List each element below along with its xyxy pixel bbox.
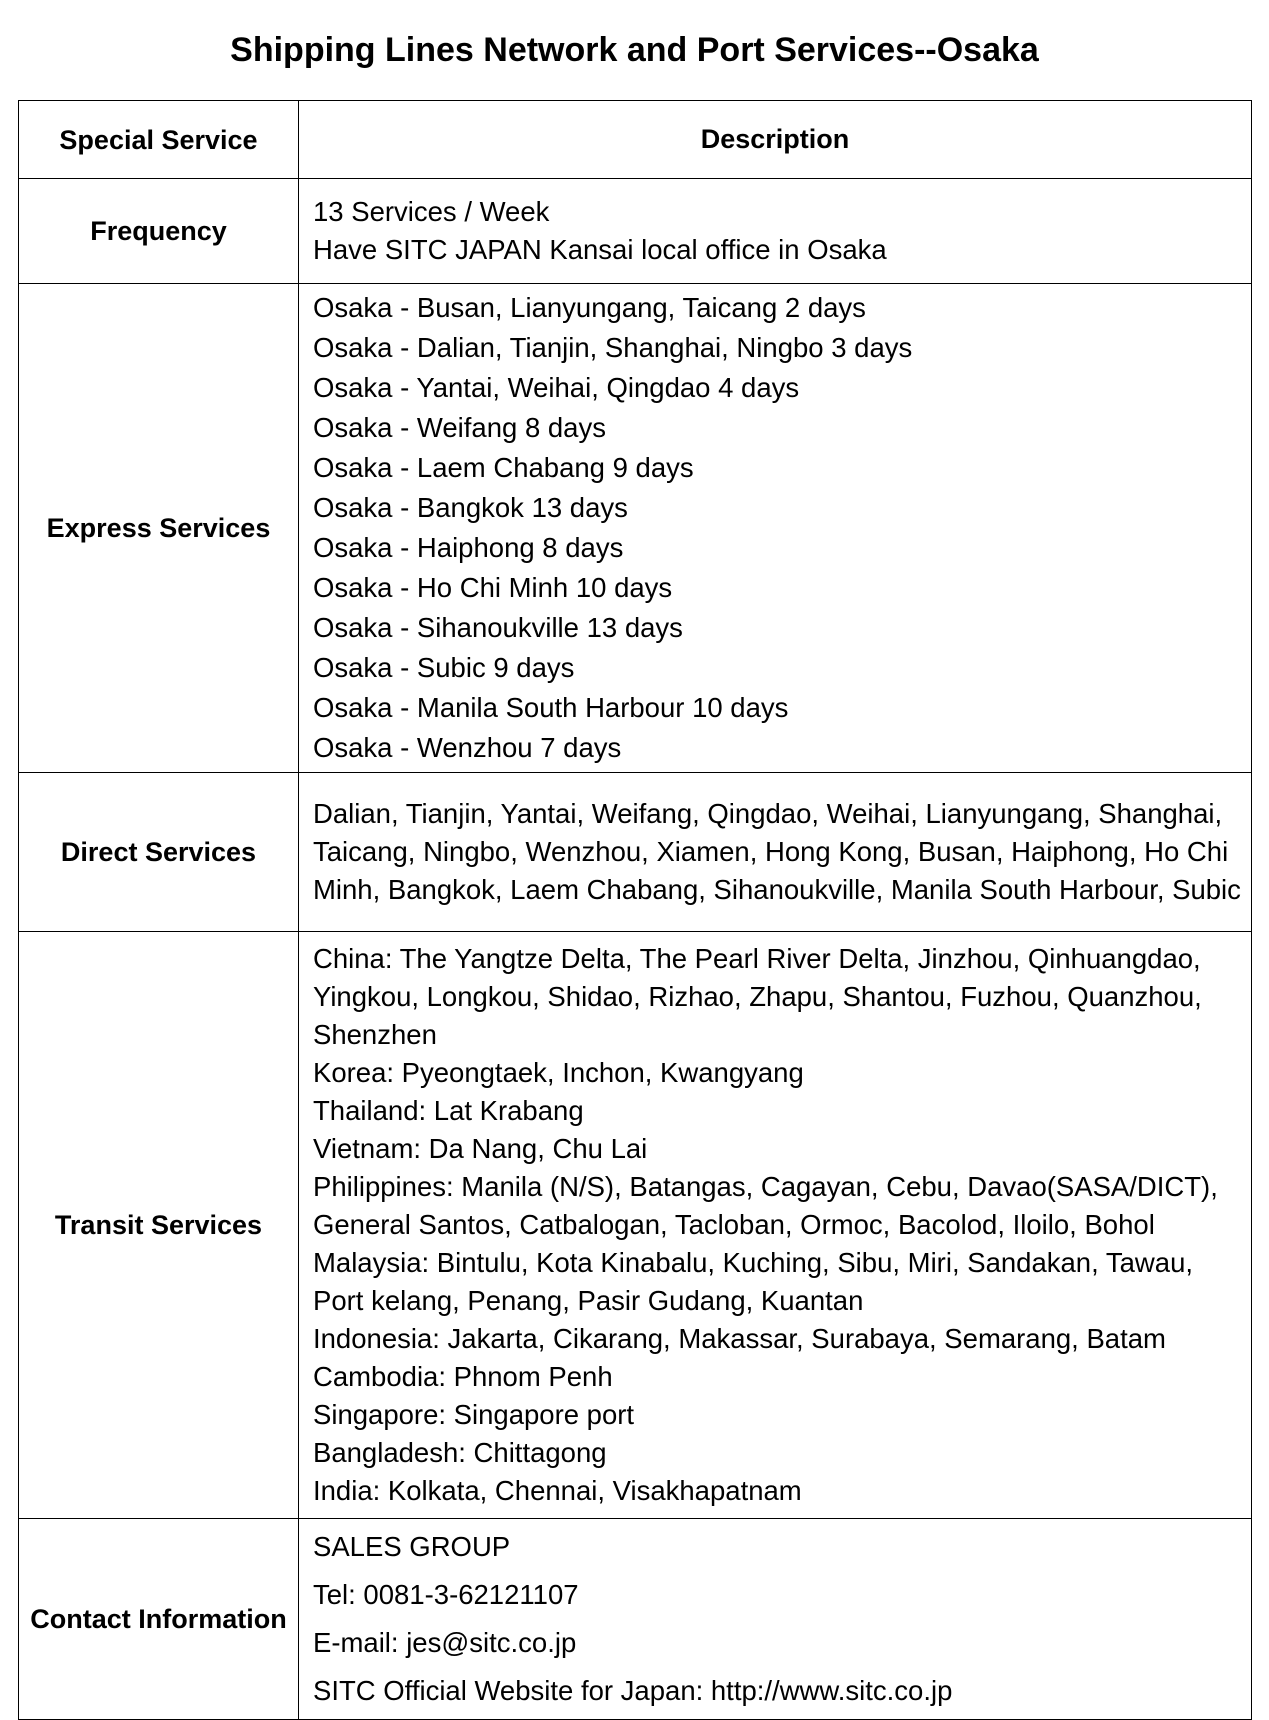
- page-title: Shipping Lines Network and Port Services--Osaka: [230, 31, 1039, 69]
- contact-email: E-mail: jes@sitc.co.jp: [313, 1627, 577, 1658]
- table-row-express: [19, 284, 1252, 773]
- transit-country: Philippines: Manila (N/S), Batangas, Cagayan, Cebu, Davao(SASA/DICT), General Santos, Catbalogan, Tacloban, Ormoc, Bacolod, Iloilo, Bohol: [313, 1171, 1218, 1240]
- express-route: Osaka - Busan, Lianyungang, Taicang 2 days: [313, 292, 866, 323]
- contact-phone: Tel: 0081-3-62121107: [313, 1579, 579, 1610]
- transit-description: [299, 932, 1252, 1519]
- table-row-transit: [19, 932, 1252, 1519]
- contact-website: SITC Official Website for Japan: http://www.sitc.co.jp: [313, 1675, 953, 1706]
- express-route: Osaka - Ho Chi Minh 10 days: [313, 572, 673, 603]
- express-description: [299, 284, 1252, 773]
- transit-country: Cambodia: Phnom Penh: [313, 1361, 613, 1392]
- express-route: Osaka - Sihanoukville 13 days: [313, 612, 683, 643]
- frequency-line: Have SITC JAPAN Kansai local office in Osaka: [313, 234, 887, 265]
- transit-country: India: Kolkata, Chennai, Visakhapatnam: [313, 1475, 802, 1506]
- express-route: Osaka - Laem Chabang 9 days: [313, 452, 694, 483]
- contact-group: SALES GROUP: [313, 1531, 511, 1562]
- express-route: Osaka - Bangkok 13 days: [313, 492, 628, 523]
- frequency-line: 13 Services / Week: [313, 196, 550, 227]
- express-route: Osaka - Yantai, Weihai, Qingdao 4 days: [313, 372, 800, 403]
- header-description: Description: [299, 101, 1252, 179]
- transit-country: China: The Yangtze Delta, The Pearl River Delta, Jinzhou, Qinhuangdao, Yingkou, Longkou, Shidao, Rizhao, Zhapu, Shantou, Fuzhou, Quanzhou, Shenzhen: [313, 943, 1202, 1050]
- transit-country: Korea: Pyeongtaek, Inchon, Kwangyang: [313, 1057, 804, 1088]
- table-row-frequency: [19, 179, 1252, 284]
- express-route: Osaka - Haiphong 8 days: [313, 532, 624, 563]
- transit-country: Singapore: Singapore port: [313, 1399, 635, 1430]
- transit-country: Vietnam: Da Nang, Chu Lai: [313, 1133, 648, 1164]
- direct-description: Dalian, Tianjin, Yantai, Weifang, Qingdao, Weihai, Lianyungang, Shanghai, Taicang, Ningbo, Wenzhou, Xiamen, Hong Kong, Busan, Haiphong, Ho Chi Minh, Bangkok, Laem Chabang, Sihanoukville, Manila South Harbour, Subic: [299, 773, 1252, 932]
- express-route: Osaka - Dalian, Tianjin, Shanghai, Ningbo 3 days: [313, 332, 913, 363]
- frequency-description: [299, 179, 1252, 284]
- express-label: Express Services: [19, 284, 299, 773]
- express-route: Osaka - Wenzhou 7 days: [313, 732, 622, 763]
- frequency-label: Frequency: [19, 179, 299, 284]
- direct-label: Direct Services: [19, 773, 299, 932]
- table-row-direct: [19, 773, 1252, 932]
- contact-label: Contact Information: [19, 1519, 299, 1720]
- transit-country: Malaysia: Bintulu, Kota Kinabalu, Kuching, Sibu, Miri, Sandakan, Tawau, Port kelang, Penang, Pasir Gudang, Kuantan: [313, 1247, 1193, 1316]
- table-header-row: [19, 101, 1252, 179]
- contact-description: [299, 1519, 1252, 1720]
- services-table: [18, 100, 1252, 1720]
- transit-country: Thailand: Lat Krabang: [313, 1095, 584, 1126]
- express-route: Osaka - Manila South Harbour 10 days: [313, 692, 789, 723]
- express-route: Osaka - Subic 9 days: [313, 652, 575, 683]
- transit-country: Bangladesh: Chittagong: [313, 1437, 607, 1468]
- express-route: Osaka - Weifang 8 days: [313, 412, 606, 443]
- transit-label: Transit Services: [19, 932, 299, 1519]
- table-row-contact: [19, 1519, 1252, 1720]
- header-special-service: Special Service: [19, 101, 299, 179]
- transit-country: Indonesia: Jakarta, Cikarang, Makassar, Surabaya, Semarang, Batam: [313, 1323, 1166, 1354]
